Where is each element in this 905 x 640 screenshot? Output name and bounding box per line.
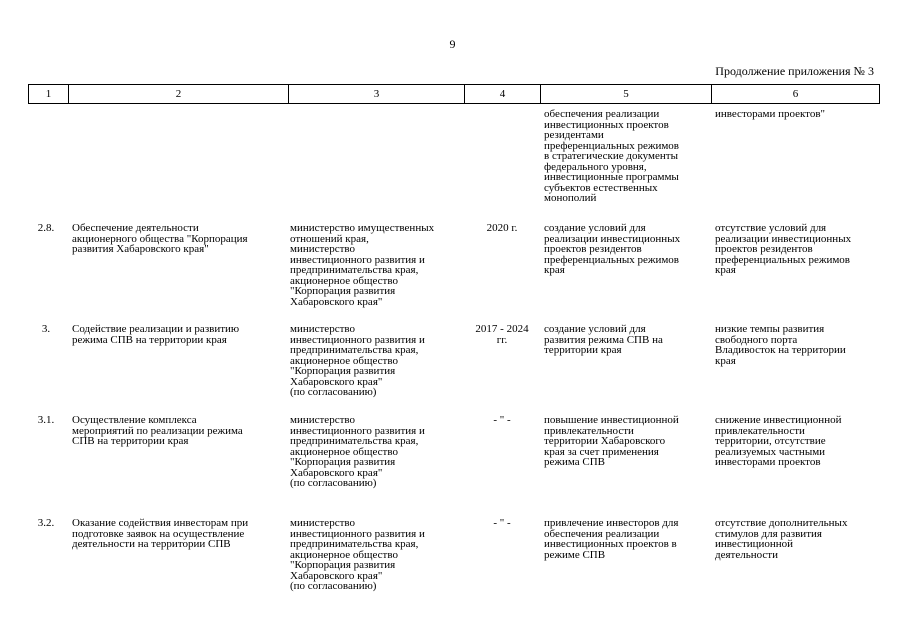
row-consequence: низкие темпы развития свободного порта Владивосток на территории края bbox=[715, 323, 846, 367]
row-executor: министерство имущественных отношений края, министерство инвестиционного развития и предпринимательства края, акционерное общество "Корпорация развития Хабаровского края" bbox=[290, 222, 435, 308]
column-header-6: 6 bbox=[712, 85, 880, 104]
row-consequence: отсутствие дополнительных стимулов для развития инвестиционной деятельности bbox=[715, 517, 848, 561]
row-term: 2020 г. bbox=[486, 222, 518, 234]
page-number: 9 bbox=[449, 37, 456, 51]
row-term: - " - bbox=[493, 414, 511, 426]
row-result: повышение инвестиционной привлекательности территории Хабаровского края за счет применения режима СПВ bbox=[544, 414, 679, 468]
row-executor: министерство инвестиционного развития и предпринимательства края, акционерное общество "Корпорация развития Хабаровского края" (по согласованию) bbox=[290, 414, 425, 489]
row-consequence: отсутствие условий для реализации инвестиционных проектов резидентов преференциальных режимов края bbox=[715, 222, 852, 276]
row-consequence: инвесторами проектов" bbox=[715, 108, 826, 120]
column-header-5: 5 bbox=[541, 85, 712, 104]
row-number: 2.8. bbox=[37, 222, 55, 234]
column-header-4: 4 bbox=[465, 85, 541, 104]
continuation-label: Продолжение приложения № 3 bbox=[715, 64, 874, 78]
row-number: 3.1. bbox=[37, 414, 55, 426]
row-number: 3. bbox=[41, 323, 51, 335]
column-header-2: 2 bbox=[69, 85, 289, 104]
row-term: - " - bbox=[493, 517, 511, 529]
row-measure: Оказание содействия инвесторам при подготовке заявок на осуществление деятельности на территории СПВ bbox=[72, 517, 249, 550]
row-consequence: снижение инвестиционной привлекательности территории, отсутствие реализуемых частными инвесторами проектов bbox=[715, 414, 842, 468]
row-term: 2017 - 2024 гг. bbox=[475, 323, 529, 346]
row-measure: Обеспечение деятельности акционерного общества "Корпорация развития Хабаровского края" bbox=[72, 222, 248, 255]
row-executor: министерство инвестиционного развития и предпринимательства края, акционерное общество "Корпорация развития Хабаровского края" (по согласованию) bbox=[290, 517, 425, 592]
row-result: привлечение инвесторов для обеспечения реализации инвестиционных проектов в режиме СПВ bbox=[544, 517, 679, 561]
row-result: создание условий для реализации инвестиционных проектов резидентов преференциальных режимов края bbox=[544, 222, 681, 276]
row-measure: Осуществление комплекса мероприятий по реализации режима СПВ на территории края bbox=[72, 414, 243, 447]
row-measure: Содействие реализации и развитию режима СПВ на территории края bbox=[72, 323, 240, 346]
row-executor: министерство инвестиционного развития и предпринимательства края, акционерное общество "Корпорация развития Хабаровского края" (по согласованию) bbox=[290, 323, 425, 398]
column-header-table bbox=[28, 84, 880, 104]
column-header-1: 1 bbox=[29, 85, 69, 104]
column-header-row bbox=[29, 85, 880, 104]
row-result: обеспечения реализации инвестиционных проектов резидентами преференциальных режимов в стратегические документы федерального уровня, инвестиционные программы субъектов естественных монополий bbox=[544, 108, 679, 204]
row-result: создание условий для развития режима СПВ на территории края bbox=[544, 323, 663, 356]
row-number: 3.2. bbox=[37, 517, 55, 529]
column-header-3: 3 bbox=[289, 85, 465, 104]
